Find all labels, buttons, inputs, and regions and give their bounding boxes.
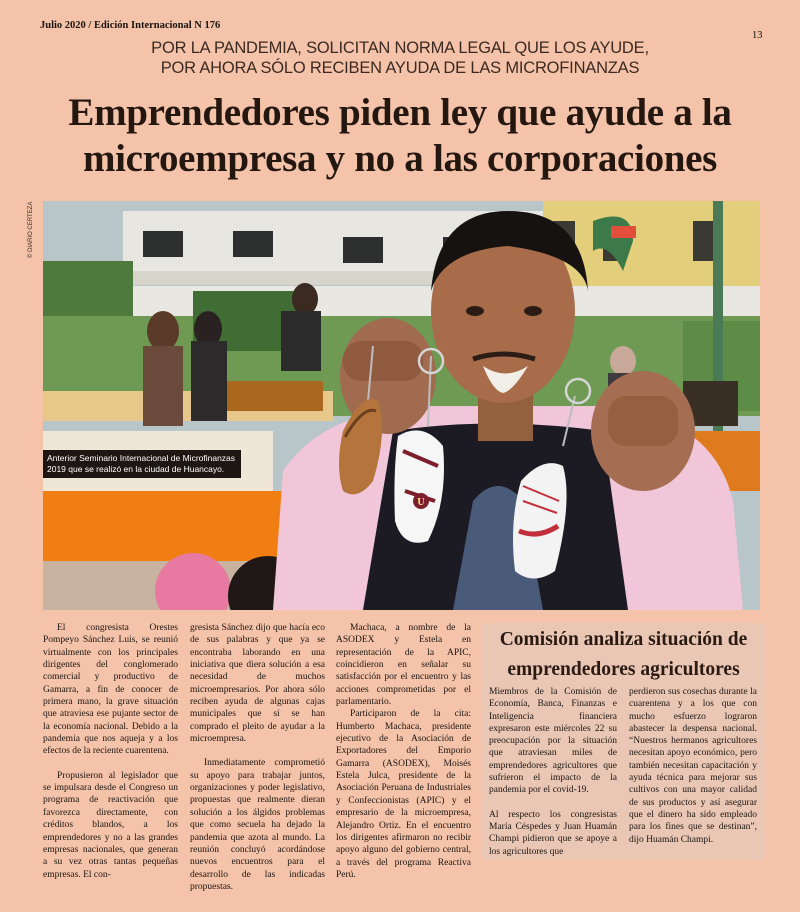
shoe-logo-letter: U (417, 497, 425, 508)
sidebar-column-1 (489, 686, 617, 858)
paragraph: Inmediatamente comprometió su apoyo para trabajar juntos, organizaciones y poder legislativo, propuestas que realmente dieran solución a los álgidos problemas que como secuela ha dejado la pandemia que azota al mundo. La reunión concluyó acordándose nuevos encuentros para el desarrollo de las indicadas propuestas. (190, 758, 325, 892)
caption-line: 2019 que se realizó en la ciudad de Huancayo. (47, 464, 225, 474)
paragraph: El congresista Orestes Pompeyo Sánchez Luis, se reunió virtualmente con los principales dirigentes del conglomerado comercial y productivo de Gamarra, a fin de conocer de primera mano, la grave situación que atraviesa ese pujante sector de la economía nacional. Debido a la pandemia que nos aqueja y a los efectos de la reciente cuarentena. (43, 623, 178, 757)
kicker-line: POR LA PANDEMIA, SOLICITAN NORMA LEGAL QUE LOS AYUDE, (151, 39, 649, 57)
sidebar-column-2 (629, 686, 757, 846)
paragraph: Participaron de la cita: Humberto Machaca, presidente ejecutivo de la Asociación de Exportadores del Emporio Gamarra (ASODEX), Moisés Estela Julca, presidente de la Asociación Peruana de Industriales y Confeccionistas (APIC) y el empresario de la microempresa, Alejandro Ortiz. En el encuentro los dirigentes afirmaron no recibir apoyo alguno del gobierno central, a través del programa Reactiva Perú. (336, 709, 471, 880)
issue-line: Julio 2020 / Edición Internacional N 176 (40, 20, 221, 31)
article-column-2 (190, 622, 325, 893)
paragraph: perdieron sus cosechas durante la cuarentena y a los que con mucho esfuerzo lograron abastecer la despensa nacional. “Nuestros hermanos agricultores necesitan apoyo económico, pero también necesitan capacitación y ayuda técnica para mejorar sus cultivos con una mayor calidad de sus productos y así asegurar que el dinero ha sido empleado para los fines que se destinan”, dijo Huamán Champi. (629, 687, 757, 845)
sidebar-title (482, 625, 765, 685)
page-number: 13 (752, 30, 763, 41)
sidebar-title-line: emprendedores agricultores (507, 659, 740, 680)
headline-line: Emprendedores piden ley que ayude a la (68, 91, 732, 134)
sidebar-title-line: Comisión analiza situación de (499, 629, 748, 650)
article-column-3 (336, 622, 471, 881)
paragraph: gresista Sánchez dijo que hacía eco de sus palabras y que ya se encontraba laborando en una iniciativa que diera solución a esa necesidad de muchos microempresarios. Por ahora sólo reciben ayuda de algunas cajas municipales que sí se han comprado el pleito de ayudar a la microempresa. (190, 623, 325, 745)
headline-line: microempresa y no a las corporaciones (82, 137, 718, 180)
paragraph: Miembros de la Comisión de Economía, Banca, Finanzas e Inteligencia financiera expresaron este miércoles 22 su preocupación por la situación que atraviesan miles de emprendedores agricultores que sufrieron el impacto de la pandemia por el covid-19. (489, 687, 617, 796)
paragraph: Machaca, a nombre de la ASODEX y Estela en representación de la APIC, coincidieron en señalar su satisfacción por el encuentro y las acciones comprometidas por el parlamentario. (336, 623, 471, 708)
headline (40, 90, 760, 182)
main-photo (43, 201, 760, 610)
photo-credit: © DIARIO CERTEZA (28, 201, 34, 258)
kicker-line: POR AHORA SÓLO RECIBEN AYUDA DE LAS MICROFINANZAS (160, 59, 640, 77)
paragraph: Propusieron al legislador que se impulsara desde el Congreso un programa de reactivación que favorezca directamente, con créditos blandos, a los emprendedores y no a las grandes empresas nacionales, que generan a su vez otras tantas pequeñas empresas. El con- (43, 770, 178, 880)
paragraph: Al respecto los congresistas María Céspedes y Juan Huamán Champi pidieron que se apoye a los agricultores que (489, 809, 617, 857)
sidebar-box (482, 623, 765, 860)
article-column-1 (43, 622, 178, 881)
kicker (40, 38, 760, 78)
caption-line: Anterior Seminario Internacional de Microfinanzas (47, 453, 236, 463)
photo-caption (43, 450, 241, 478)
